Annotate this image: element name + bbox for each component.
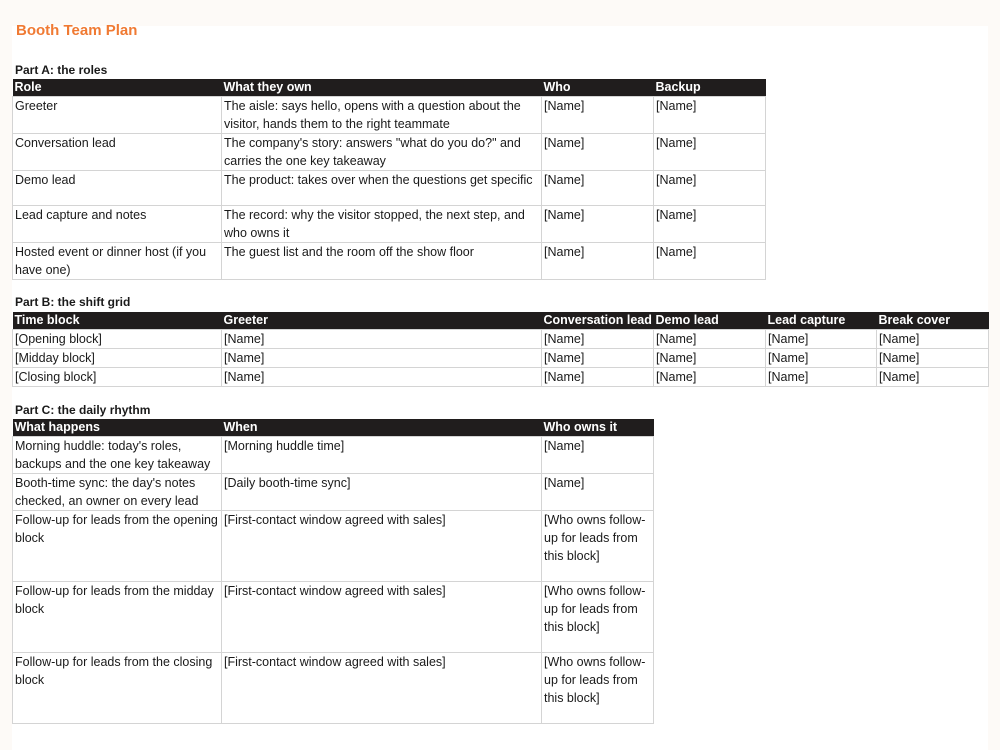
table-cell[interactable]: Conversation lead [13, 134, 222, 171]
table-cell[interactable]: [Name] [542, 474, 654, 511]
table-cell[interactable]: [First-contact window agreed with sales] [222, 511, 542, 582]
table-row [13, 349, 989, 368]
column-header: Time block [13, 312, 222, 330]
table-cell[interactable]: [Name] [654, 330, 766, 349]
table-row [13, 653, 654, 724]
table-cell[interactable]: [Name] [654, 349, 766, 368]
table-cell[interactable]: [Name] [877, 368, 989, 387]
part-a-heading: Part A: the roles [15, 63, 108, 77]
table-row [13, 368, 989, 387]
page-title: Booth Team Plan [16, 22, 138, 39]
table-row [13, 511, 654, 582]
table-cell[interactable]: The aisle: says hello, opens with a question about the visitor, hands them to the right teammate [222, 97, 542, 134]
table-cell[interactable]: [Name] [222, 330, 542, 349]
table-cell[interactable]: [Name] [542, 206, 654, 243]
column-header: Lead capture [766, 312, 877, 330]
column-header: Demo lead [654, 312, 766, 330]
table-cell[interactable]: The product: takes over when the questions get specific [222, 171, 542, 206]
column-header: Who owns it [542, 419, 654, 437]
table-cell[interactable]: [First-contact window agreed with sales] [222, 653, 542, 724]
table-cell[interactable]: Follow-up for leads from the midday block [13, 582, 222, 653]
table-cell[interactable]: Hosted event or dinner host (if you have one) [13, 243, 222, 280]
part-b-heading: Part B: the shift grid [15, 295, 131, 309]
column-header: Backup [654, 79, 766, 97]
table-row [13, 330, 989, 349]
table-row [13, 437, 654, 474]
table-row [13, 171, 766, 206]
table-cell[interactable]: [Closing block] [13, 368, 222, 387]
column-header: Conversation lead [542, 312, 654, 330]
table-cell[interactable]: [Name] [654, 243, 766, 280]
table-cell[interactable]: The company's story: answers "what do you do?" and carries the one key takeaway [222, 134, 542, 171]
table-cell[interactable]: [Name] [542, 330, 654, 349]
daily-rhythm-table [12, 419, 654, 724]
table-cell[interactable]: [Name] [542, 171, 654, 206]
table-cell[interactable]: [Name] [542, 243, 654, 280]
roles-table [12, 79, 766, 280]
column-header: When [222, 419, 542, 437]
table-cell[interactable]: [Name] [766, 330, 877, 349]
table-cell[interactable]: [Name] [542, 134, 654, 171]
column-header: What they own [222, 79, 542, 97]
table-cell[interactable]: [Opening block] [13, 330, 222, 349]
column-header: What happens [13, 419, 222, 437]
table-cell[interactable]: The guest list and the room off the show floor [222, 243, 542, 280]
table-cell[interactable]: [Who owns follow-up for leads from this block] [542, 653, 654, 724]
table-cell[interactable]: Morning huddle: today's roles, backups and the one key takeaway [13, 437, 222, 474]
table-header-row [13, 312, 989, 330]
table-row [13, 582, 654, 653]
table-cell[interactable]: [Name] [766, 368, 877, 387]
table-cell[interactable]: [First-contact window agreed with sales] [222, 582, 542, 653]
table-cell[interactable]: Lead capture and notes [13, 206, 222, 243]
table-cell[interactable]: Follow-up for leads from the closing block [13, 653, 222, 724]
table-cell[interactable]: [Name] [654, 171, 766, 206]
table-cell[interactable]: [Morning huddle time] [222, 437, 542, 474]
table-cell[interactable]: [Name] [766, 349, 877, 368]
table-row [13, 134, 766, 171]
table-header-row [13, 79, 766, 97]
table-cell[interactable]: The record: why the visitor stopped, the next step, and who owns it [222, 206, 542, 243]
table-cell[interactable]: [Who owns follow-up for leads from this block] [542, 582, 654, 653]
table-cell[interactable]: Follow-up for leads from the opening block [13, 511, 222, 582]
table-cell[interactable]: [Name] [654, 134, 766, 171]
table-cell[interactable]: Greeter [13, 97, 222, 134]
table-cell[interactable]: Demo lead [13, 171, 222, 206]
table-cell[interactable]: [Daily booth-time sync] [222, 474, 542, 511]
part-c-heading: Part C: the daily rhythm [15, 403, 151, 417]
table-cell[interactable]: [Name] [542, 349, 654, 368]
table-cell[interactable]: [Name] [654, 206, 766, 243]
table-cell[interactable]: [Name] [654, 368, 766, 387]
table-cell[interactable]: Booth-time sync: the day's notes checked, an owner on every lead [13, 474, 222, 511]
table-cell[interactable]: [Name] [877, 349, 989, 368]
table-row [13, 97, 766, 134]
table-cell[interactable]: [Name] [542, 97, 654, 134]
table-header-row [13, 419, 654, 437]
column-header: Break cover [877, 312, 989, 330]
table-cell[interactable]: [Midday block] [13, 349, 222, 368]
table-row [13, 474, 654, 511]
table-cell[interactable]: [Name] [654, 97, 766, 134]
table-row [13, 243, 766, 280]
table-cell[interactable]: [Name] [542, 368, 654, 387]
table-cell[interactable]: [Name] [877, 330, 989, 349]
table-cell[interactable]: [Who owns follow-up for leads from this block] [542, 511, 654, 582]
table-cell[interactable]: [Name] [542, 437, 654, 474]
column-header: Role [13, 79, 222, 97]
column-header: Who [542, 79, 654, 97]
table-row [13, 206, 766, 243]
shift-grid-table [12, 312, 989, 387]
table-cell[interactable]: [Name] [222, 368, 542, 387]
table-cell[interactable]: [Name] [222, 349, 542, 368]
column-header: Greeter [222, 312, 542, 330]
